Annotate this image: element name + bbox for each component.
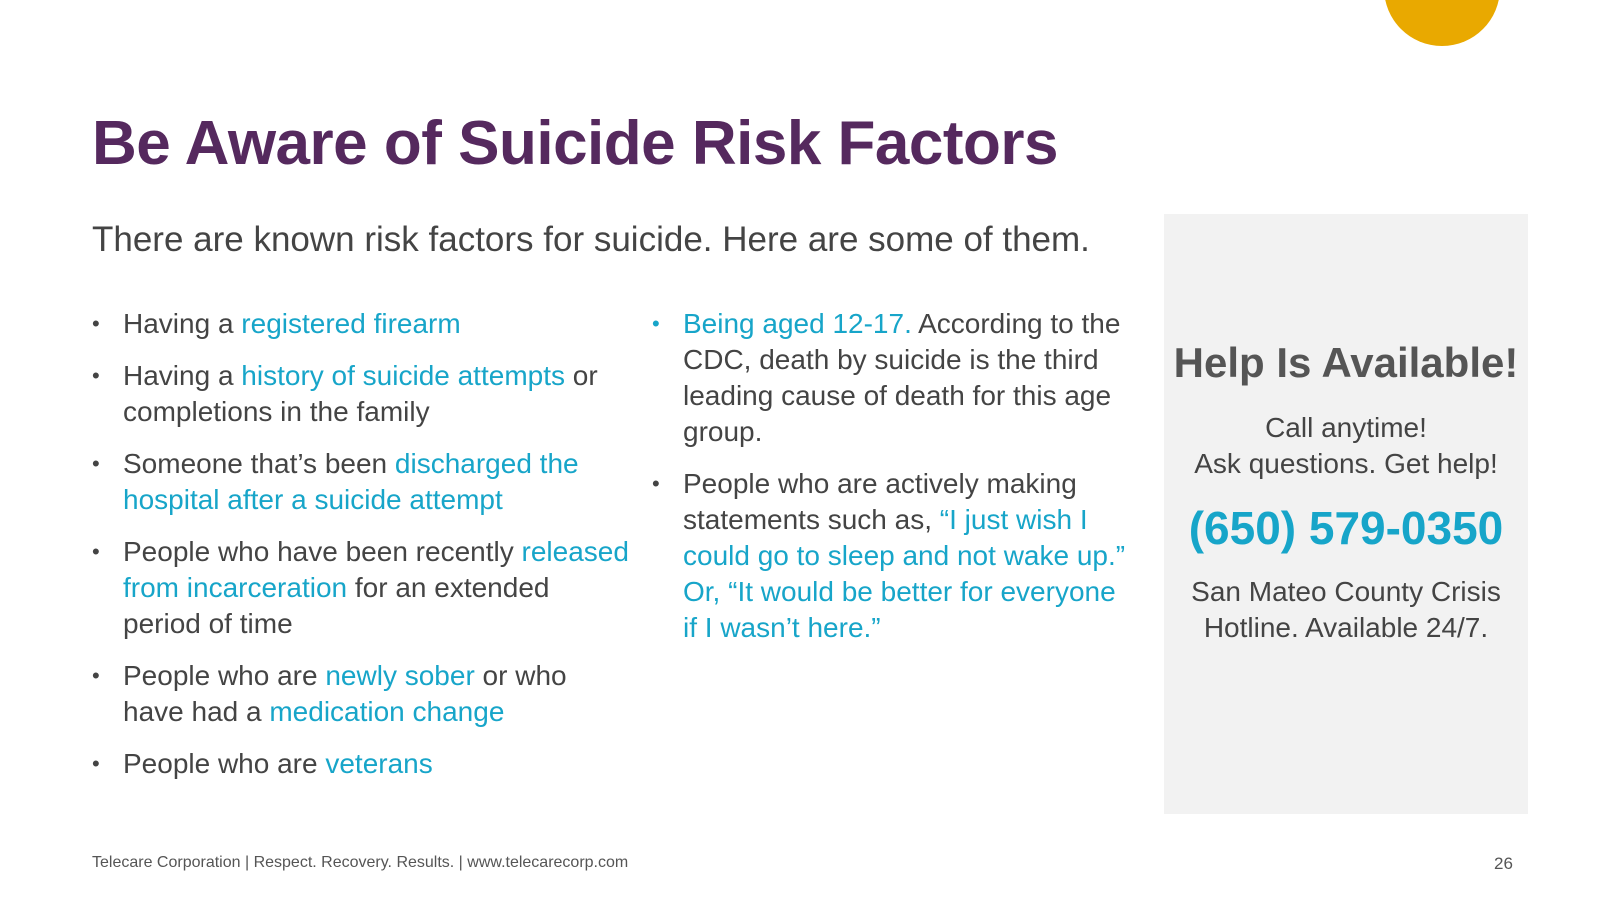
- item-text: for an extended period of time: [123, 572, 550, 639]
- risk-factor-item: [92, 446, 632, 518]
- hotline-description: [1164, 574, 1528, 646]
- risk-factor-item: [92, 658, 632, 730]
- hotline-note-line-1: San Mateo County Crisis: [1191, 576, 1501, 607]
- highlighted-text: veterans: [325, 748, 433, 779]
- item-text: Having a: [123, 360, 242, 391]
- highlighted-text: history of suicide attempts: [241, 360, 565, 391]
- risk-factor-item: [92, 534, 632, 642]
- bullet-icon: •: [92, 311, 100, 336]
- help-call-text: [1164, 410, 1528, 482]
- highlighted-text: discharged the hospital after a suicide attempt: [123, 448, 579, 515]
- slide-title: Be Aware of Suicide Risk Factors: [92, 109, 1059, 178]
- risk-factor-item: [652, 466, 1132, 646]
- item-text: Having a: [123, 308, 242, 339]
- item-text: Someone that’s been: [123, 448, 395, 479]
- risk-factor-item: [92, 746, 632, 782]
- highlighted-text: medication change: [269, 696, 505, 727]
- bullet-icon: •: [92, 751, 100, 776]
- bullet-icon: •: [652, 471, 660, 496]
- bullet-icon: •: [92, 663, 100, 688]
- hotline-note-line-2: Hotline. Available 24/7.: [1203, 612, 1489, 643]
- help-panel: [1164, 214, 1528, 814]
- item-text: People who are: [123, 660, 326, 691]
- bullet-icon: •: [652, 311, 660, 336]
- item-text: People who are: [123, 748, 326, 779]
- risk-factor-item: [92, 358, 632, 430]
- help-call-line-1: Call anytime!: [1265, 412, 1427, 443]
- highlighted-text: registered firearm: [241, 308, 461, 339]
- highlighted-text: Being aged 12-17.: [683, 308, 912, 339]
- item-text: According to the CDC, death by suicide is the third leading cause of death for this age group.: [683, 308, 1121, 447]
- bullet-icon: •: [92, 539, 100, 564]
- slide-subtitle: There are known risk factors for suicide. Here are some of them.: [92, 220, 1090, 259]
- bullet-icon: •: [92, 363, 100, 388]
- bullet-icon: •: [92, 451, 100, 476]
- help-heading: Help Is Available!: [1173, 339, 1519, 386]
- risk-factors-list-left: [92, 306, 632, 798]
- item-text: People who are actively making statements such as,: [683, 468, 1077, 535]
- highlighted-text: released from incarceration: [123, 536, 629, 603]
- item-text: People who have been recently: [123, 536, 522, 567]
- highlighted-text: “I just wish I could go to sleep and not wake up.” Or, “It would be better for everyone if I wasn’t here.”: [683, 504, 1126, 643]
- highlighted-text: newly sober: [325, 660, 475, 691]
- risk-factor-item: [652, 306, 1132, 450]
- hotline-phone-number[interactable]: (650) 579-0350: [1188, 502, 1504, 554]
- footer-text: Telecare Corporation | Respect. Recovery. Results. | www.telecarecorp.com: [92, 854, 629, 871]
- item-text: or who have had a: [123, 660, 567, 727]
- decorative-circle: [1384, 0, 1500, 46]
- help-call-line-2: Ask questions. Get help!: [1194, 448, 1498, 479]
- risk-factors-list-right: [652, 306, 1132, 662]
- item-text: or completions in the family: [123, 360, 598, 427]
- page-number: 26: [1494, 854, 1513, 873]
- risk-factor-item: [92, 306, 632, 342]
